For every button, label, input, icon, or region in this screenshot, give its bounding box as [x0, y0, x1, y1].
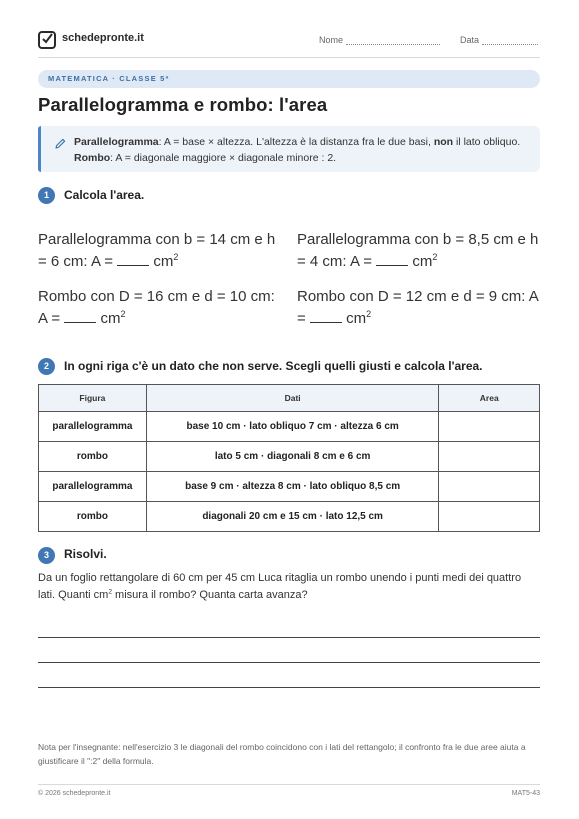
- column-header: Area: [439, 385, 540, 412]
- exercise-1-item: Rombo con D = 16 cm e d = 10 cm: $A = cm^2$: [38, 288, 275, 327]
- logo-icon: [38, 31, 56, 49]
- exercise-3-title: Risolvi.: [64, 547, 107, 561]
- cell-figura: rombo: [39, 502, 147, 532]
- exercise-1-title: Calcola l'area.: [64, 188, 145, 202]
- exercise-3-number: 3: [38, 547, 55, 564]
- site-name: schedepronte.it: [62, 32, 144, 44]
- formula-box: [38, 126, 540, 172]
- cell-area[interactable]: [439, 442, 540, 472]
- exercise-2-title: In ogni riga c'è un dato che non serve. Scegli quelli giusti e calcola l'area.: [64, 359, 483, 373]
- cell-area[interactable]: [439, 472, 540, 502]
- page-title: Parallelogramma e rombo: l'area: [38, 94, 328, 115]
- column-header: Figura: [39, 385, 147, 412]
- answer-blank[interactable]: [64, 310, 96, 323]
- sheet-code: MAT5-43: [511, 790, 540, 797]
- cell-area[interactable]: [439, 412, 540, 442]
- cell-figura: rombo: [39, 442, 147, 472]
- footer-divider: [38, 784, 540, 785]
- teacher-note: Nota per l'insegnante: nell'esercizio 3 le diagonali del rombo coincidono con i lati del rettangolo; il confronto fra le due aree aiuta a giustificare il ":2" della formula.: [38, 742, 526, 766]
- cell-dati: lato 5 cm · diagonali 8 cm e 6 cm: [146, 442, 439, 472]
- subject-tag: MATEMATICA · CLASSE 5ª: [38, 70, 540, 88]
- exercise-3-text: Da un foglio rettangolare di 60 cm per 45 cm Luca ritaglia un rombo unendo i punti medi dei quattro lati. Quanti $cm^2$ misura il rombo? Quanta carta avanza?: [38, 572, 522, 601]
- writing-line[interactable]: [38, 637, 540, 638]
- exercise-1-item: Parallelogramma con b = 14 cm e h = 6 cm: $A = cm^2$: [38, 231, 276, 270]
- name-field: [319, 35, 440, 45]
- writing-line[interactable]: [38, 662, 540, 663]
- cell-dati: base 10 cm · lato obliquo 7 cm · altezza 6 cm: [146, 412, 439, 442]
- date-label: Data: [460, 35, 480, 45]
- column-header: Dati: [146, 385, 439, 412]
- exercise-1-item: Rombo con D = 12 cm e d = 9 cm: $A = cm^2$: [297, 288, 538, 327]
- answer-blank[interactable]: [117, 253, 149, 266]
- name-label: Nome: [319, 35, 344, 45]
- cell-figura: parallelogramma: [39, 412, 147, 442]
- data-table: [38, 384, 540, 532]
- date-field: [460, 35, 538, 45]
- table-row: [39, 412, 540, 442]
- table-row: [39, 472, 540, 502]
- table-row: [39, 502, 540, 532]
- formula-box-accent: [38, 126, 41, 172]
- cell-area[interactable]: [439, 502, 540, 532]
- writing-line[interactable]: [38, 687, 540, 688]
- answer-blank[interactable]: [310, 310, 342, 323]
- copyright: © 2026 schedepronte.it: [38, 790, 111, 797]
- header-divider: [38, 57, 540, 58]
- cell-dati: diagonali 20 cm e 15 cm · lato 12,5 cm: [146, 502, 439, 532]
- exercise-2-number: 2: [38, 358, 55, 375]
- cell-figura: parallelogramma: [39, 472, 147, 502]
- table-row: [39, 442, 540, 472]
- answer-blank[interactable]: [376, 253, 408, 266]
- table-header-row: [39, 385, 540, 412]
- pencil-icon: [55, 136, 66, 154]
- cell-dati: base 9 cm · altezza 8 cm · lato obliquo 8,5 cm: [146, 472, 439, 502]
- exercise-1-number: 1: [38, 187, 55, 204]
- formula-text: Parallelogramma: A = base × altezza. L'altezza è la distanza fra le due basi, non il lato obliquo. Rombo: A = diagonale maggiore × diagonale minore : 2.: [74, 136, 521, 164]
- exercise-1-item: Parallelogramma con b = 8,5 cm e h = 4 cm: $A = cm^2$: [297, 231, 539, 270]
